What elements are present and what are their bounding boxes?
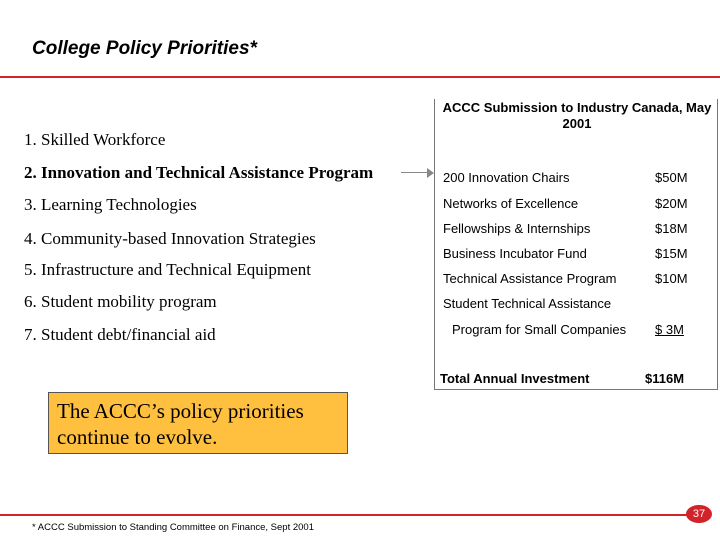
page-number-badge: 37 (686, 505, 712, 523)
submission-header: ACCC Submission to Industry Canada, May 2001 (442, 100, 712, 131)
submission-item-label: 200 Innovation Chairs (443, 170, 570, 185)
top-divider (0, 76, 720, 78)
submission-panel (434, 99, 718, 390)
student-assistance-line2: Program for Small Companies (452, 322, 627, 337)
priority-item-5: 5. Infrastructure and Technical Equipment (24, 260, 311, 279)
priority-item-6: 6. Student mobility program (24, 292, 217, 311)
priority-item-4: 4. Community-based Innovation Strategies (24, 229, 316, 248)
submission-item-amount: $10M (655, 271, 688, 286)
priority-item-3: 3. Learning Technologies (24, 195, 197, 214)
bottom-divider (0, 514, 700, 516)
submission-item-label: Technical Assistance Program (443, 271, 617, 286)
arrow-connector (401, 172, 429, 173)
submission-item-amount: $15M (655, 246, 688, 261)
footnote: * ACCC Submission to Standing Committee on Finance, Sept 2001 (32, 522, 314, 533)
slide-title: College Policy Priorities* (32, 38, 257, 59)
submission-item-amount: $20M (655, 196, 688, 211)
submission-item-amount: $50M (655, 170, 688, 185)
submission-item-amount: $18M (655, 221, 688, 236)
priority-item-2: 2. Innovation and Technical Assistance Program (24, 163, 374, 182)
submission-item-label: Networks of Excellence (443, 196, 579, 211)
student-assistance-line1: Student Technical Assistance (443, 296, 612, 311)
priority-item-7: 7. Student debt/financial aid (24, 325, 216, 344)
total-label: Total Annual Investment (440, 371, 590, 386)
submission-item-label: Business Incubator Fund (443, 246, 587, 261)
arrow-right-icon (427, 168, 434, 178)
submission-item-label: Fellowships & Internships (443, 221, 591, 236)
total-amount: $116M (645, 371, 685, 386)
callout-box: The ACCC’s policy priorities continue to evolve. (48, 392, 348, 454)
student-assistance-amount: $ 3M (655, 322, 684, 337)
priority-item-1: 1. Skilled Workforce (24, 130, 166, 149)
